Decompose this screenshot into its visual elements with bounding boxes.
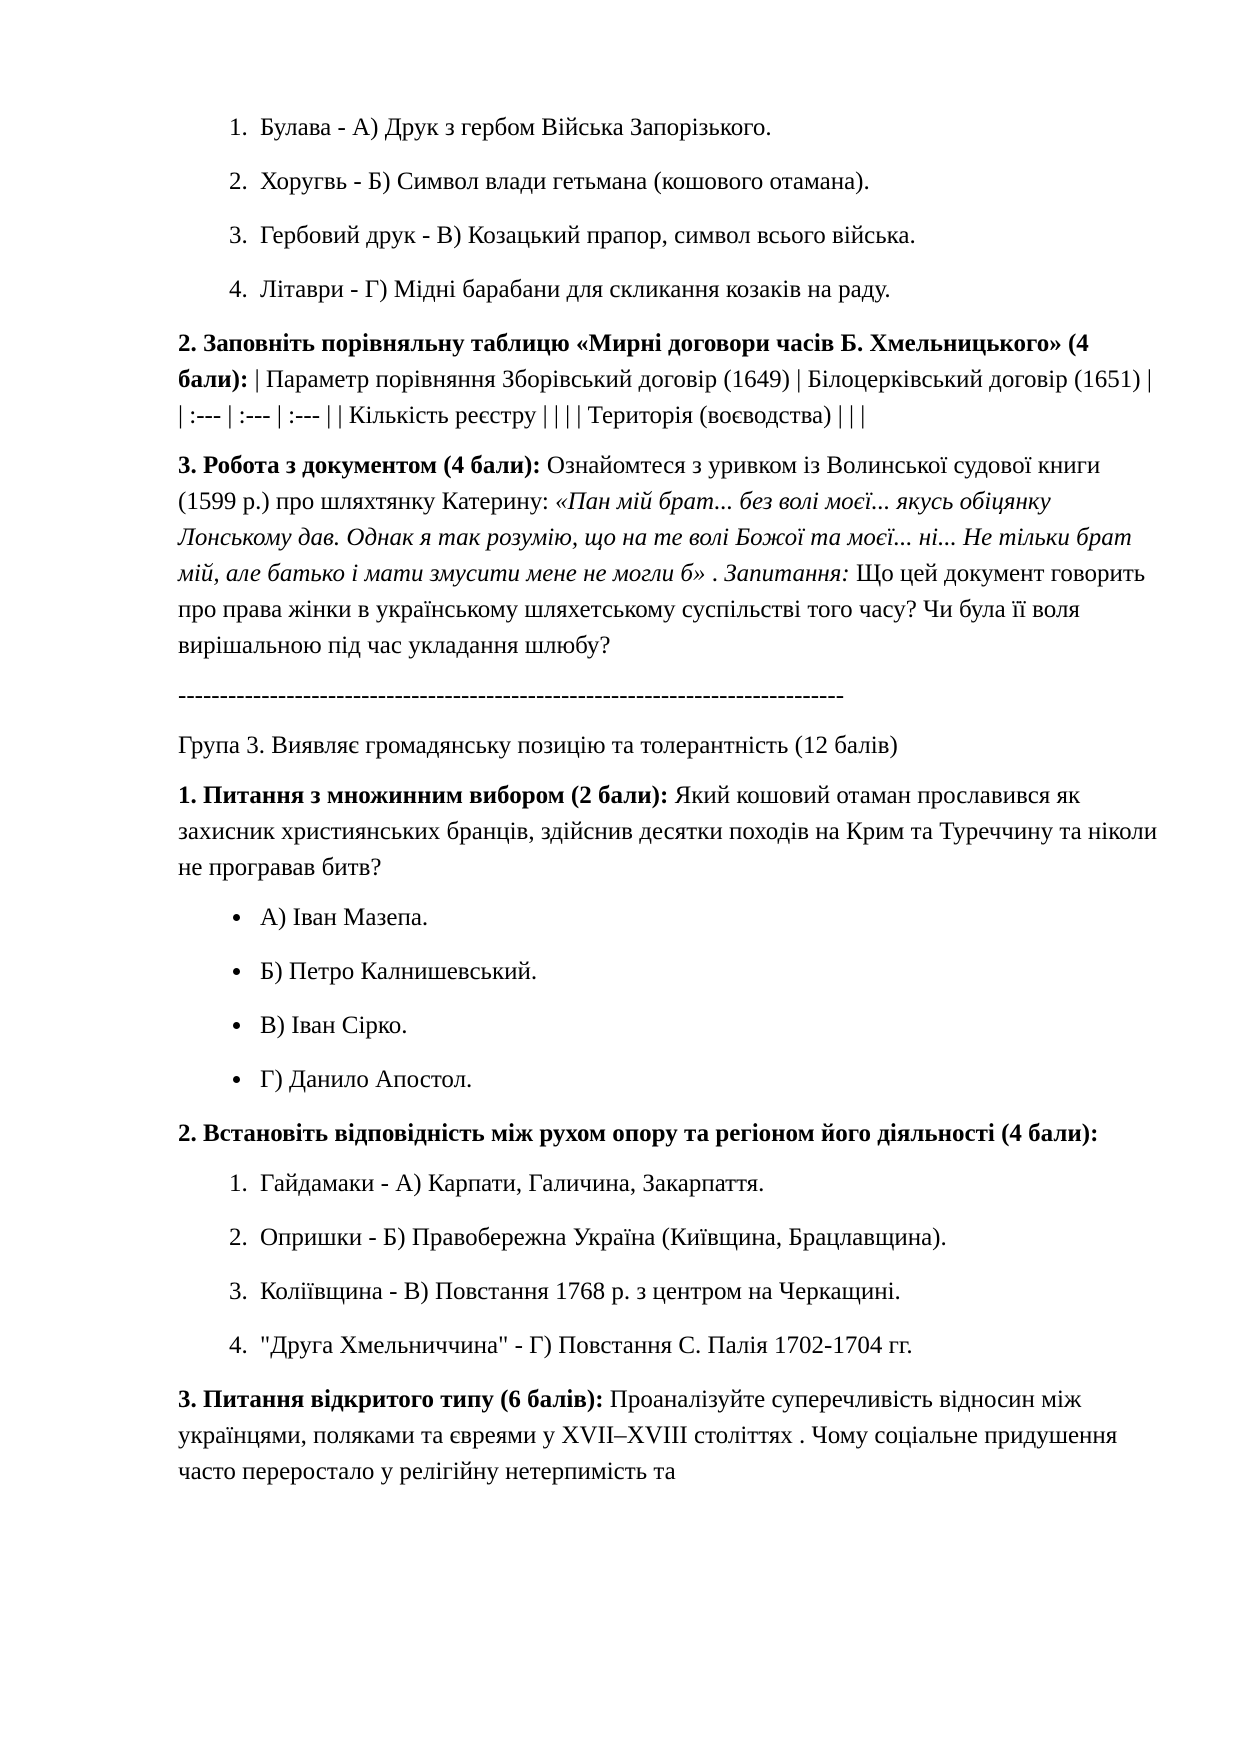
list-item: 2. Хоругвь - Б) Символ влади гетьмана (кошового отамана). <box>254 164 1158 200</box>
group-3-title: Група 3. Виявляє громадянську позицію та толерантність (12 балів) <box>178 732 898 759</box>
task-3-quote: «Пан мій брат... без волі моєї... якусь обіцянку Лонському дав. Однак я так розумію, що на те волі Божої та моєї... ні... Не тільки брат мій, але батько і мати змусити мене не могли б» <box>178 488 1132 587</box>
task-3-paragraph <box>178 448 1158 664</box>
task-3-question: Що цей документ говорить про права жінки в українському шляхетському суспільстві того часу? Чи була її воля вирішальною під час укладання шлюбу? <box>178 560 1146 659</box>
question-3-paragraph <box>178 1382 1158 1490</box>
task-2-body: | Параметр порівняння Зборівський договір (1649) | Білоцерківський договір (1651) | | :--- | :--- | :--- | | Кількість реєстру | | | | Територія (воєводства) | | | <box>178 366 1152 429</box>
option-item: • В) Іван Сірко. <box>254 1008 1158 1044</box>
question-1-paragraph <box>178 778 1158 886</box>
list-item: 3. Коліївщина - В) Повстання 1768 р. з центром на Черкащині. <box>254 1274 1158 1310</box>
question-3-title: 3. Питання відкритого типу (6 балів): <box>178 1386 604 1413</box>
document-page <box>178 110 1158 1504</box>
list-item: 1. Гайдамаки - А) Карпати, Галичина, Закарпаття. <box>254 1166 1158 1202</box>
list-item: 2. Опришки - Б) Правобережна Україна (Київщина, Брацлавщина). <box>254 1220 1158 1256</box>
list-item: 4. "Друга Хмельниччина" - Г) Повстання С. Палія 1702-1704 гг. <box>254 1328 1158 1364</box>
task-3-question-label: Запитання: <box>724 560 850 587</box>
option-item: • Б) Петро Калнишевський. <box>254 954 1158 990</box>
task-3-title: 3. Робота з документом (4 бали): <box>178 452 541 479</box>
task-3-separator: . <box>705 560 725 587</box>
option-item: • Г) Данило Апостол. <box>254 1062 1158 1098</box>
task-2-paragraph <box>178 326 1158 434</box>
list-item: 1. Булава - А) Друк з гербом Війська Запорізького. <box>254 110 1158 146</box>
option-item: • А) Іван Мазепа. <box>254 900 1158 936</box>
question-1-title: 1. Питання з множинним вибором (2 бали): <box>178 782 669 809</box>
question-2-title: 2. Встановіть відповідність між рухом опору та регіоном його діяльності (4 бали): <box>178 1120 1099 1147</box>
question-3-text: Проаналізуйте суперечливість відносин між українцями, поляками та євреями у XVII–XVIII століттях . Чому соціальне придушення часто переростало у релігійну нетерпимість та <box>178 1386 1118 1485</box>
question-1-options <box>178 900 1158 1098</box>
divider-line: -------------------------------------------------------------------------------- <box>178 682 845 709</box>
list-item: 3. Гербовий друк - В) Козацький прапор, символ всього війська. <box>254 218 1158 254</box>
question-1-text: Який кошовий отаман прославився як захисник християнських бранців, здійснив десятки походів на Крим та Туреччину та ніколи не програвав битв? <box>178 782 1158 881</box>
question-2-paragraph <box>178 1116 1158 1152</box>
task-3-intro: Ознайомтеся з уривком із Волинської судової книги (1599 р.) про шляхтянку Катерину: <box>178 452 1101 515</box>
task-2-title: 2. Заповніть порівняльну таблицю «Мирні договори часів Б. Хмельницького» (4 бали): <box>178 330 1089 393</box>
question-2-list <box>178 1166 1158 1364</box>
matching-list-symbols <box>178 110 1158 308</box>
list-item: 4. Літаври - Г) Мідні барабани для скликання козаків на раду. <box>254 272 1158 308</box>
